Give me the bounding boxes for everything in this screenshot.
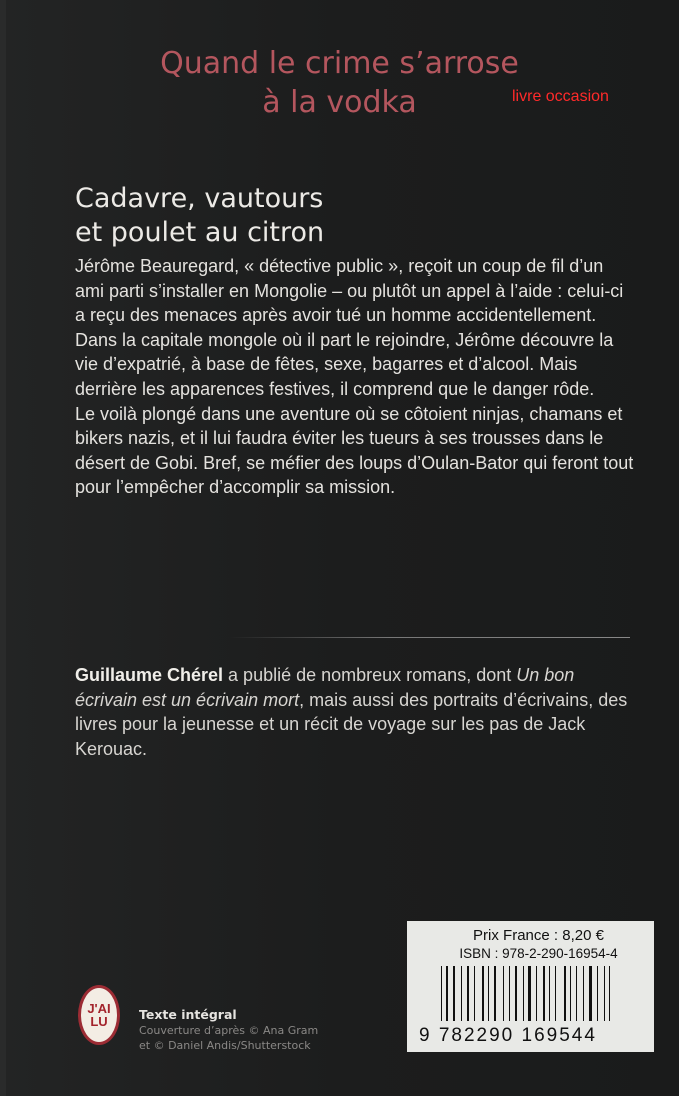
barcode-bar [570,966,571,1021]
price: Prix France : 8,20 € [473,927,604,944]
barcode-bar [498,966,500,1021]
tagline-line: à la vodka [262,85,417,120]
credit-line: et © Daniel Andis/Shutterstock [139,1039,311,1052]
barcode-bar [515,966,517,1021]
barcode-bars [441,966,616,1021]
author-bio [75,663,635,761]
barcode-bar [509,966,510,1021]
barcode-bar [463,966,465,1021]
isbn: ISBN : 978-2-290-16954-4 [459,946,618,961]
watermark: livre occasion [512,88,609,105]
barcode-bar [504,966,507,1021]
barcode-bar [549,966,550,1021]
barcode-sticker [407,921,654,1052]
title-line: et poulet au citron [75,217,325,248]
tagline [0,44,679,122]
barcode-bar [574,966,575,1021]
barcode-bar [523,966,524,1021]
bio-text: a publié de nombreux romans, dont [223,665,517,685]
barcode-bar [609,966,610,1021]
credit-line: Couverture d’après © Ana Gram [139,1024,319,1037]
barcode-bar [564,966,566,1021]
tagline-line: Quand le crime s’arrose [160,46,519,81]
barcode-bar [536,966,537,1021]
blurb-paragraph: Jérôme Beauregard, « détective public », reçoit un coup de fil d’un ami parti s’installer en Mongolie – ou plutôt un appel à l’aide : celui-ci a reçu des menaces après avoir tué un homme accidentellement. Dans la capitale mongole où il part le rejoindre, Jérôme découvre la vie d’expatrié, à base de fêtes, sexe, bagarres et d’alcool. Mais derrière les apparences festives, il comprend que le danger rôde. [75,256,624,399]
barcode-bar [513,966,514,1021]
barcode-bar [494,966,496,1021]
barcode-bar [543,966,545,1021]
barcode-bar [477,966,480,1021]
barcode-bar [488,966,489,1021]
barcode-bar [567,966,568,1021]
barcode-bar [519,966,520,1021]
blurb [75,254,635,500]
barcode-bar [503,966,504,1021]
title-line: Cadavre, vautours [75,183,324,214]
barcode-bar [595,966,596,1021]
barcode-bar [555,966,556,1021]
barcode-bar [457,966,458,1021]
barcode-bar [600,966,602,1021]
divider [230,637,630,638]
barcode-bar [492,966,493,1021]
book-reference: Un bon écrivain est un écrivain mort [75,665,575,710]
edition-label: Texte intégral [139,1007,237,1022]
book-title [75,182,324,250]
barcode-bar [604,966,605,1021]
barcode-bar [539,966,540,1021]
barcode-bar [613,966,615,1021]
barcode-bar [467,966,469,1021]
bio-text: , mais aussi des portraits d’écrivains, des livres pour la jeunesse et un récit de voyage sur les pas de Jack Kerouac. [75,689,628,759]
barcode-bar [597,966,598,1021]
barcode-bar [474,966,475,1021]
barcode-bar [525,966,527,1021]
barcode-bar [482,966,484,1021]
barcode-bar [451,966,452,1021]
barcode-number: 9 782290 169544 [419,1025,597,1046]
barcode-bar [534,966,535,1021]
barcode-bar [472,966,473,1021]
barcode-bar [583,966,584,1021]
barcode-bar [576,966,578,1021]
barcode-bar [441,966,442,1021]
barcode-bar [453,966,456,1021]
credits [139,1007,318,1053]
barcode-bar [589,966,592,1021]
barcode-bar [585,966,587,1021]
barcode-bar [558,966,561,1021]
barcode-bar [443,966,444,1021]
publisher-logo: J'AI LU [78,985,120,1045]
spine-edge [0,0,6,1096]
barcode-bar [528,966,531,1021]
barcode-bar [446,966,448,1021]
barcode-bar [553,966,555,1021]
barcode-bar [579,966,580,1021]
author-name: Guillaume Chérel [75,665,224,685]
barcode-bar [461,966,462,1021]
barcode-bar [485,966,486,1021]
barcode-bar [606,966,607,1021]
blurb-paragraph: Le voilà plongé dans une aventure où se côtoient ninjas, chamans et bikers nazis, et il lui faudra éviter les tueurs à ses trousses dans le désert de Gobi. Bref, se méfier des loups d’Oulan-Bator qui feront tout pour l’empêcher d’accomplir sa mission. [75,403,634,498]
barcode-bar [546,966,547,1021]
